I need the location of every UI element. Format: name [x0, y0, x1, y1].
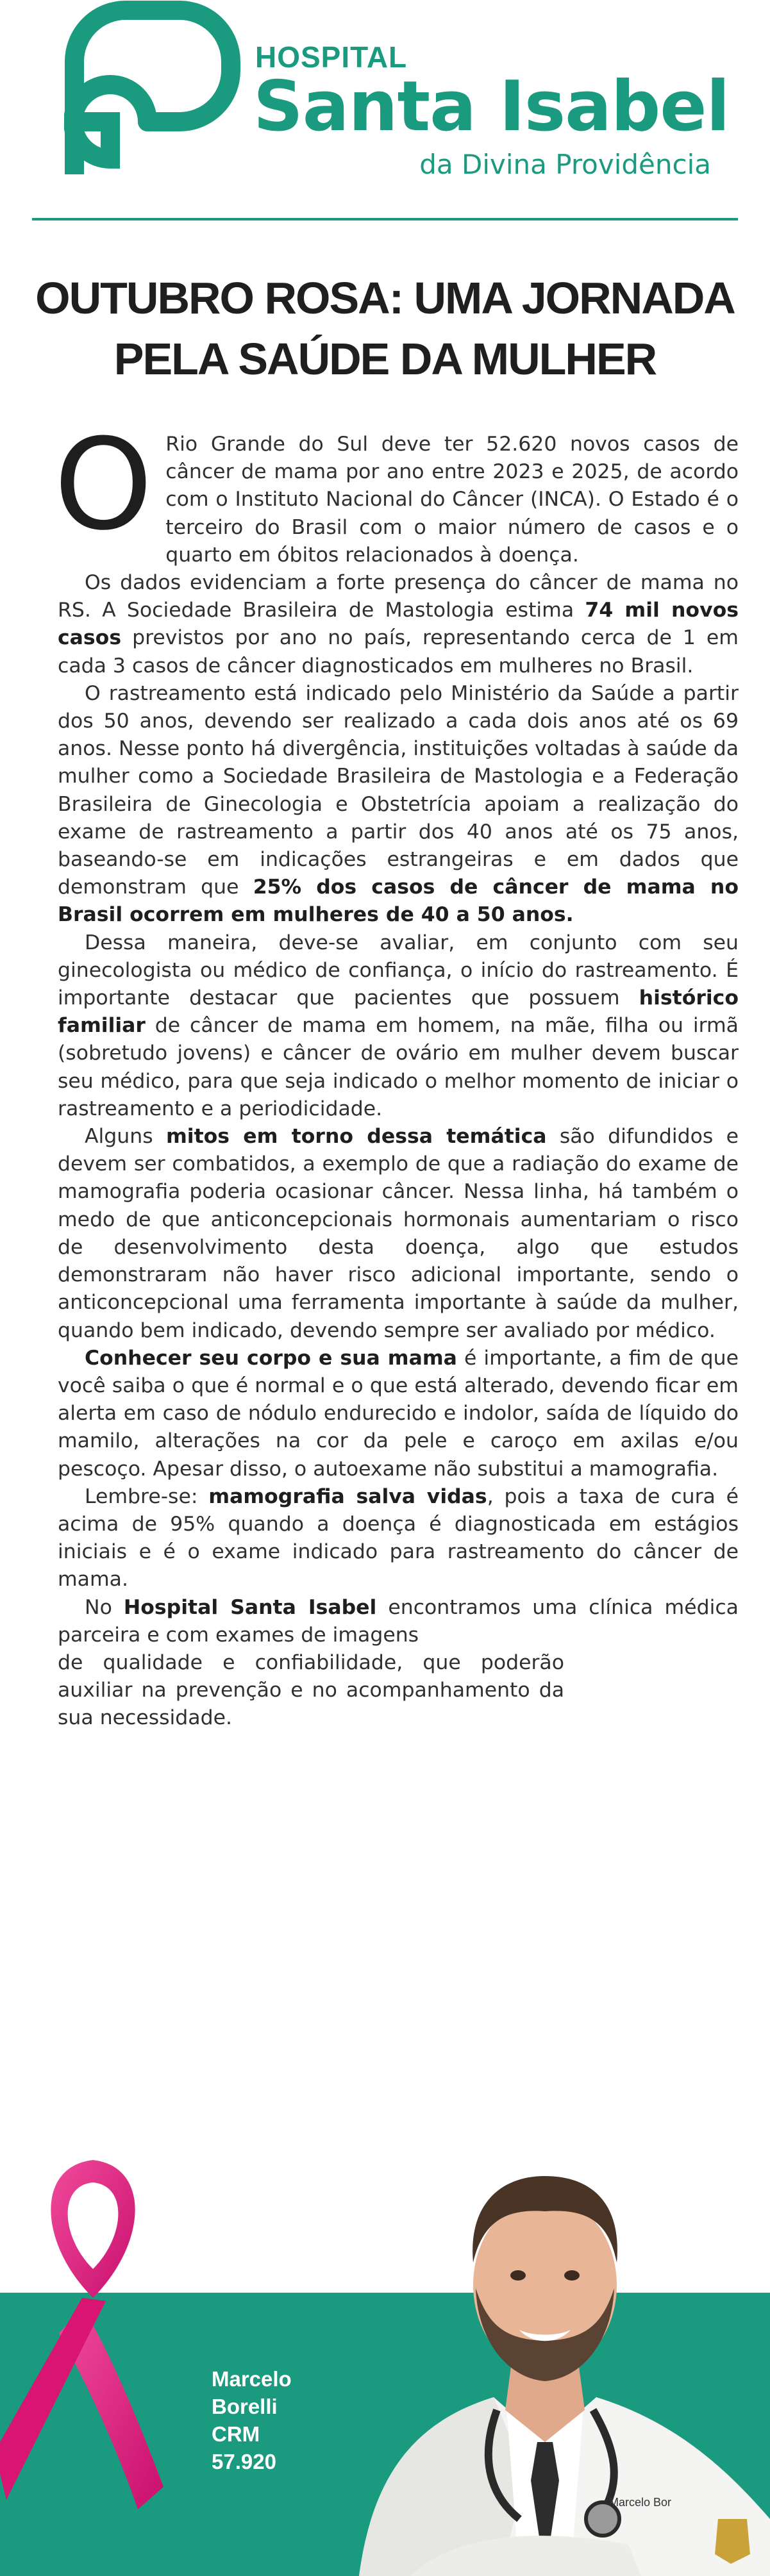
paragraph-4-text-c: de câncer de mama em homem, na mãe, filha ou irmã (sobretudo jovens) e câncer de ovário em mulher devem buscar seu médico, para que seja indicado o melhor momento de iniciar o rastreamento e a periodicidade.	[58, 1014, 739, 1120]
paragraph-1	[54, 412, 739, 569]
paragraph-7-highlight: mamografia salva vidas	[208, 1484, 487, 1508]
paragraph-2	[58, 569, 739, 680]
author-first-name: Marcelo	[212, 2367, 292, 2391]
header-divider	[32, 218, 738, 220]
author-caption	[212, 2365, 327, 2475]
pink-ribbon-icon	[0, 2141, 180, 2538]
paragraph-4	[58, 929, 739, 1123]
paragraph-3	[58, 680, 739, 929]
paragraph-2-text-c: previstos por ano no país, representando cerca de 1 em cada 3 casos de câncer diagnosticados em mulheres no Brasil.	[58, 626, 739, 677]
paragraph-6	[58, 1345, 739, 1483]
paragraph-7-text-a: Lembre-se:	[85, 1484, 209, 1508]
hospital-logo-icon	[64, 0, 244, 174]
paragraph-6-text: é importante, a fim de que você saiba o que é normal e o que está alterado, devendo ficar em alerta em caso de nódulo endurecido e indolor, saída de líquido do mamilo, alterações na cor da pele e caroço em axilas e/ou pescoço. Apesar disso, o autoexame não substitui a mamografia.	[58, 1346, 739, 1481]
author-crm: CRM 57.920	[212, 2422, 276, 2473]
paragraph-7-text-c: , pois a taxa de cura é acima de 95% quando a doença é diagnosticada em estágios iniciais e é o exame indicado para rastreamento do câncer de mama.	[58, 1484, 739, 1591]
paragraph-5-text-a: Alguns	[85, 1125, 166, 1149]
paragraph-8-highlight: Hospital Santa Isabel	[123, 1595, 377, 1619]
author-portrait	[333, 2032, 770, 2576]
paragraph-7	[58, 1483, 739, 1594]
article-body	[54, 412, 739, 1733]
paragraph-5-text-c: são difundidos e devem ser combatidos, a exemplo de que a radiação do exame de mamografia poderia ocasionar câncer. Nessa linha, há também o medo de que anticoncepcionais hormonais aumentariam o risco de desenvolvimento desta doença, algo que estudos demonstraram não haver risco adicional importante, sendo o anticoncepcional uma ferramenta importante à saúde da mulher, quando bem indicado, devendo sempre ser avaliado por médico.	[58, 1125, 739, 1342]
paragraph-1-text: Rio Grande do Sul deve ter 52.620 novos casos de câncer de mama por ano entre 2023 e 2025, de acordo com o Instituto Nacional do Câncer (INCA). O Estado é o terceiro do Brasil com o maior número de casos e o quarto em óbitos relacionados à doença.	[165, 433, 739, 567]
coat-embroidery: Marcelo Bor	[609, 2496, 672, 2509]
paragraph-8	[58, 1594, 739, 1649]
paragraph-4-highlight: histórico familiar	[58, 986, 739, 1038]
page-header	[0, 0, 770, 224]
paragraph-8-text-a: No	[85, 1595, 124, 1619]
article-title-line-1: OUTUBRO ROSA: UMA JORNADA	[35, 273, 735, 323]
author-last-name: Borelli	[212, 2395, 278, 2418]
brand-hospital-label: HOSPITAL	[255, 40, 408, 74]
paragraph-5	[58, 1123, 739, 1345]
brand-subtitle: da Divina Providência	[419, 149, 711, 180]
article-title	[26, 268, 744, 390]
paragraph-2-text-a: Os dados evidenciam a forte presença do câncer de mama no RS. A Sociedade Brasileira de Mastologia estima	[58, 571, 739, 622]
paragraph-4-text-a: Dessa maneira, deve-se avaliar, em conjunto com seu ginecologista ou médico de confiança, o início do rastreamento. É importante destacar que pacientes que possuem	[58, 931, 739, 1010]
paragraph-3-highlight: 25% dos casos de câncer de mama no Brasil ocorrem em mulheres de 40 a 50 anos.	[58, 876, 739, 927]
paragraph-8-text-c: encontramos uma clínica médica parceira e com exames de imagens	[58, 1595, 739, 1647]
paragraph-6-highlight: Conhecer seu corpo e sua mama	[85, 1346, 457, 1370]
article-title-line-2: PELA SAÚDE DA MULHER	[113, 334, 657, 384]
paragraph-3-text: O rastreamento está indicado pelo Ministério da Saúde a partir dos 50 anos, devendo ser realizado a cada dois anos até os 69 anos. Nesse ponto há divergência, instituições voltadas à saúde da mulher como a Sociedade Brasileira de Mastologia e a Federação Brasileira de Ginecologia e Obstetrícia apoiam a realização do exame de rastreamento a partir dos 40 anos até os 75 anos, baseando-se em indicações estrangeiras e em dados que demonstram que	[58, 681, 739, 899]
drop-cap: O	[54, 412, 153, 558]
paragraph-2-highlight: 74 mil novos casos	[58, 599, 739, 650]
paragraph-8-continued: de qualidade e confiabilidade, que poderão auxiliar na prevenção e no acompanhamento da sua necessidade.	[58, 1650, 564, 1730]
brand-name: Santa Isabel	[253, 67, 730, 147]
paragraph-5-highlight: mitos em torno dessa temática	[165, 1125, 547, 1149]
